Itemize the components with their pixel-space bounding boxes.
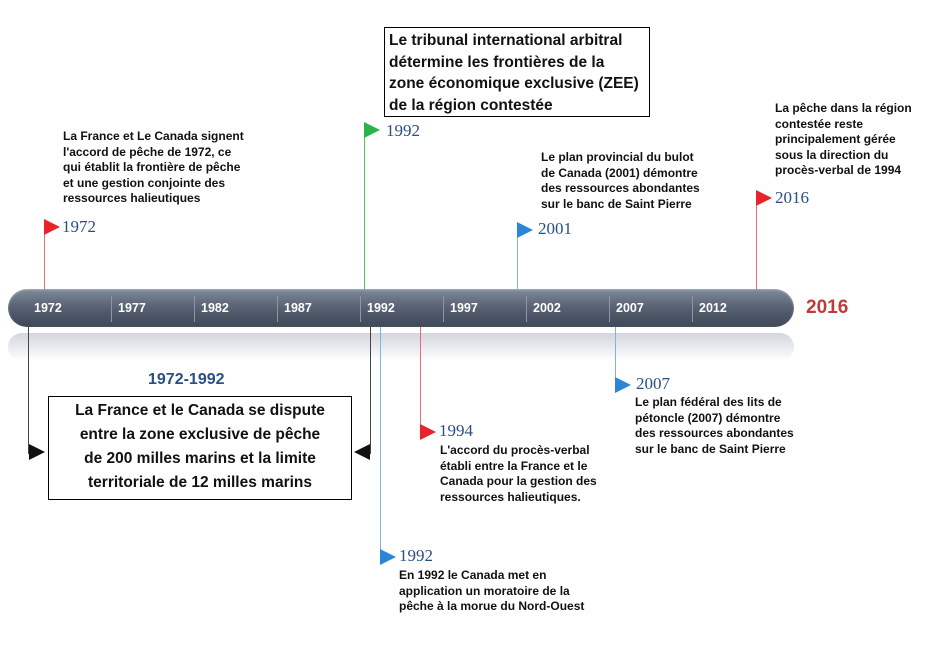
event-text-line: application un moratoire de la [399, 583, 570, 598]
event-text-line: détermine les frontières de la [389, 53, 605, 71]
timeline-tick [692, 296, 693, 322]
red-flag-icon [756, 190, 772, 206]
period-bracket-right [370, 327, 371, 454]
blue-flag-icon [380, 549, 396, 565]
period-box [48, 396, 352, 500]
red-flag-icon [420, 424, 436, 440]
period-text [49, 397, 351, 495]
tick-label-1982: 1982 [201, 301, 229, 315]
timeline-tick [609, 296, 610, 322]
tick-label-2002: 2002 [533, 301, 561, 315]
event-text-line: Le plan provincial du bulot [541, 150, 694, 164]
timeline-tick [194, 296, 195, 322]
event-text-1972 [63, 129, 244, 207]
event-connector-1992-moratoire [380, 327, 381, 557]
blue-flag-icon [517, 222, 533, 238]
event-text-line: des ressources abondantes [635, 426, 794, 440]
red-flag-icon [44, 219, 60, 235]
event-text-line: de Canada (2001) démontre [541, 165, 698, 180]
event-box-zee [384, 27, 650, 117]
event-connector-2016 [756, 200, 757, 290]
event-text-line: procès-verbal de 1994 [775, 163, 902, 177]
timeline-tick [111, 296, 112, 322]
tick-label-2007: 2007 [616, 301, 644, 315]
timeline-tick [526, 296, 527, 322]
timeline-tick [360, 296, 361, 322]
event-text-2016 [775, 101, 912, 179]
event-text-line: établi entre la France et le [440, 458, 588, 473]
event-text-line: En 1992 le Canada met en [399, 568, 547, 582]
event-text-line: Le tribunal international arbitral [389, 32, 623, 49]
event-text-line: sur le banc de Saint Pierre [541, 196, 692, 211]
event-text-line: de la région contestée [389, 96, 553, 114]
event-text-line: zone économique exclusive (ZEE) [389, 75, 639, 92]
event-connector-2001 [517, 237, 518, 290]
tick-label-1987: 1987 [284, 301, 312, 315]
event-text-line: Canada pour la gestion des [440, 474, 597, 488]
event-text-line: Le plan fédéral des lits de [635, 395, 782, 409]
event-text-2001 [541, 150, 700, 212]
green-flag-icon [364, 122, 380, 138]
event-text-2007 [635, 395, 794, 457]
event-text-line: des ressources abondantes [541, 181, 700, 195]
event-text-line: L'accord du procès-verbal [440, 443, 590, 457]
tick-label-1992: 1992 [367, 301, 395, 315]
period-text-line: La France et le Canada se dispute [75, 402, 325, 419]
event-text-line: ressources halieutiques [63, 191, 201, 205]
event-text-line: pétoncle (2007) démontre [635, 410, 781, 425]
timeline-reflection [8, 333, 794, 361]
event-text-line: et une gestion conjointe des [63, 175, 226, 190]
timeline-tick [443, 296, 444, 322]
period-text-line: territoriale de 12 milles marins [88, 474, 312, 491]
event-connector-1972 [44, 228, 45, 290]
tick-label-1972: 1972 [34, 301, 62, 315]
event-text-1992-moratoire [399, 568, 584, 615]
event-text-line: La France et Le Canada signent [63, 129, 244, 143]
event-text-line: pêche à la morue du Nord-Ouest [399, 599, 585, 613]
tick-label-1997: 1997 [450, 301, 478, 315]
event-connector-1994 [420, 327, 421, 433]
event-year-1994: 1994 [439, 421, 473, 440]
timeline-end-label: 2016 [806, 297, 849, 318]
event-text-line: La pêche dans la région [775, 101, 912, 115]
period-title: 1972-1992 [148, 371, 225, 388]
event-year-2007: 2007 [636, 374, 670, 393]
event-text-zee [389, 30, 649, 116]
black-arrow-right-icon [29, 444, 45, 460]
event-text-1994 [440, 443, 597, 505]
event-text-line: l'accord de pêche de 1972, ce [63, 144, 232, 159]
event-year-1972: 1972 [62, 217, 96, 236]
event-year-2016: 2016 [775, 188, 809, 207]
timeline-tick [277, 296, 278, 322]
period-bracket-left [28, 327, 29, 454]
event-year-1992-zee: 1992 [386, 121, 420, 140]
event-text-line: sous la direction du [775, 147, 889, 162]
event-connector-1992-zee [364, 132, 365, 290]
event-year-2001: 2001 [538, 219, 572, 238]
blue-flag-icon [615, 377, 631, 393]
tick-label-2012: 2012 [699, 301, 727, 315]
event-text-line: ressources halieutiques. [440, 489, 581, 504]
tick-label-1977: 1977 [118, 301, 146, 315]
event-text-line: qui établit la frontière de pêche [63, 160, 241, 174]
event-text-line: sur le banc de Saint Pierre [635, 441, 786, 456]
black-arrow-left-icon [354, 444, 370, 460]
event-text-line: contestée reste [775, 116, 864, 131]
period-text-line: entre la zone exclusive de pêche [79, 426, 321, 443]
period-text-line: de 200 milles marins et la limite [84, 450, 316, 467]
event-text-line: principalement gérée [775, 132, 896, 146]
event-year-1992-moratoire: 1992 [399, 546, 433, 565]
